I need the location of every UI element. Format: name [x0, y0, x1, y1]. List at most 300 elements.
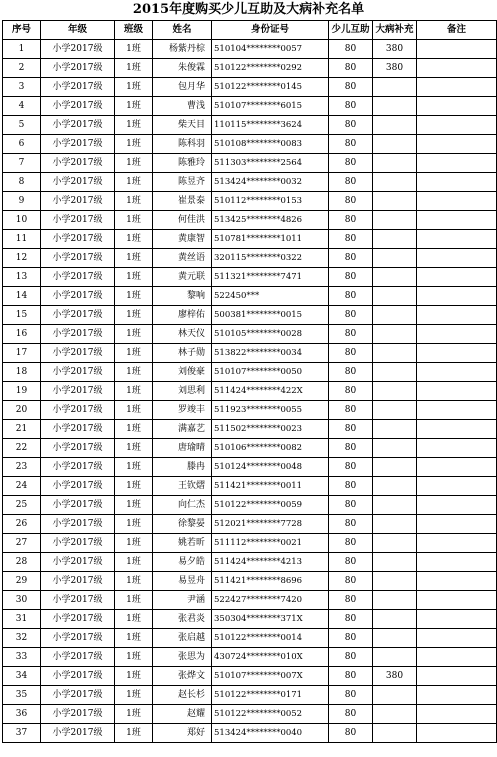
cell-id-number: 522427********7420 [212, 591, 329, 610]
cell-child-mutual: 80 [329, 458, 373, 477]
cell-child-mutual: 80 [329, 382, 373, 401]
roster-table [2, 20, 497, 743]
cell-illness-supplement [373, 515, 417, 534]
cell-no: 22 [3, 439, 41, 458]
cell-no: 34 [3, 667, 41, 686]
cell-child-mutual: 80 [329, 629, 373, 648]
cell-child-mutual: 80 [329, 363, 373, 382]
cell-illness-supplement [373, 211, 417, 230]
cell-child-mutual: 80 [329, 591, 373, 610]
cell-illness-supplement: 380 [373, 667, 417, 686]
cell-id-number: 510108********0083 [212, 135, 329, 154]
cell-no: 19 [3, 382, 41, 401]
table-row [3, 572, 497, 591]
cell-grade: 小学2017级 [41, 78, 115, 97]
cell-grade: 小学2017级 [41, 439, 115, 458]
cell-illness-supplement [373, 382, 417, 401]
cell-no: 26 [3, 515, 41, 534]
cell-note [417, 724, 497, 743]
cell-no: 11 [3, 230, 41, 249]
cell-id-number: 511424********422X [212, 382, 329, 401]
table-row [3, 249, 497, 268]
table-row [3, 648, 497, 667]
cell-name: 刘俊豪 [153, 363, 212, 382]
cell-grade: 小学2017级 [41, 401, 115, 420]
header-child-mutual: 少儿互助 [329, 21, 373, 40]
cell-grade: 小学2017级 [41, 420, 115, 439]
table-row [3, 667, 497, 686]
cell-illness-supplement [373, 591, 417, 610]
cell-class: 1班 [115, 230, 153, 249]
cell-child-mutual: 80 [329, 78, 373, 97]
cell-note [417, 268, 497, 287]
cell-grade: 小学2017级 [41, 382, 115, 401]
cell-note [417, 306, 497, 325]
cell-child-mutual: 80 [329, 667, 373, 686]
cell-child-mutual: 80 [329, 610, 373, 629]
cell-note [417, 667, 497, 686]
table-row [3, 439, 497, 458]
cell-illness-supplement [373, 135, 417, 154]
cell-child-mutual: 80 [329, 648, 373, 667]
cell-id-number: 510122********0171 [212, 686, 329, 705]
cell-note [417, 515, 497, 534]
cell-no: 1 [3, 40, 41, 59]
cell-no: 17 [3, 344, 41, 363]
cell-name: 张烨文 [153, 667, 212, 686]
cell-grade: 小学2017级 [41, 173, 115, 192]
cell-child-mutual: 80 [329, 268, 373, 287]
cell-note [417, 116, 497, 135]
cell-class: 1班 [115, 78, 153, 97]
cell-grade: 小学2017级 [41, 230, 115, 249]
cell-id-number: 510122********0059 [212, 496, 329, 515]
cell-illness-supplement [373, 553, 417, 572]
cell-no: 12 [3, 249, 41, 268]
table-row [3, 78, 497, 97]
cell-illness-supplement [373, 268, 417, 287]
cell-grade: 小学2017级 [41, 477, 115, 496]
cell-child-mutual: 80 [329, 40, 373, 59]
cell-illness-supplement [373, 572, 417, 591]
cell-grade: 小学2017级 [41, 287, 115, 306]
cell-grade: 小学2017级 [41, 40, 115, 59]
cell-id-number: 513822********0034 [212, 344, 329, 363]
cell-grade: 小学2017级 [41, 154, 115, 173]
table-body [3, 40, 497, 743]
cell-grade: 小学2017级 [41, 458, 115, 477]
cell-class: 1班 [115, 40, 153, 59]
cell-class: 1班 [115, 344, 153, 363]
cell-name: 张君炎 [153, 610, 212, 629]
cell-illness-supplement [373, 458, 417, 477]
cell-class: 1班 [115, 97, 153, 116]
cell-id-number: 510104********0057 [212, 40, 329, 59]
cell-no: 30 [3, 591, 41, 610]
table-row [3, 496, 497, 515]
table-row [3, 230, 497, 249]
cell-note [417, 553, 497, 572]
cell-child-mutual: 80 [329, 724, 373, 743]
cell-no: 2 [3, 59, 41, 78]
cell-grade: 小学2017级 [41, 534, 115, 553]
cell-class: 1班 [115, 553, 153, 572]
cell-child-mutual: 80 [329, 705, 373, 724]
cell-name: 张启越 [153, 629, 212, 648]
cell-id-number: 510107********6015 [212, 97, 329, 116]
cell-id-number: 513424********0032 [212, 173, 329, 192]
cell-class: 1班 [115, 572, 153, 591]
cell-name: 陈昱齐 [153, 173, 212, 192]
table-row [3, 610, 497, 629]
cell-grade: 小学2017级 [41, 211, 115, 230]
cell-no: 7 [3, 154, 41, 173]
cell-child-mutual: 80 [329, 439, 373, 458]
cell-class: 1班 [115, 648, 153, 667]
cell-illness-supplement [373, 249, 417, 268]
cell-class: 1班 [115, 249, 153, 268]
cell-name: 姚若昕 [153, 534, 212, 553]
cell-child-mutual: 80 [329, 553, 373, 572]
cell-note [417, 325, 497, 344]
cell-name: 滕冉 [153, 458, 212, 477]
cell-note [417, 230, 497, 249]
cell-note [417, 648, 497, 667]
cell-id-number: 513425********4826 [212, 211, 329, 230]
cell-child-mutual: 80 [329, 477, 373, 496]
cell-grade: 小学2017级 [41, 363, 115, 382]
cell-note [417, 135, 497, 154]
cell-class: 1班 [115, 154, 153, 173]
cell-illness-supplement [373, 287, 417, 306]
cell-class: 1班 [115, 610, 153, 629]
cell-grade: 小学2017级 [41, 610, 115, 629]
cell-grade: 小学2017级 [41, 135, 115, 154]
cell-illness-supplement [373, 496, 417, 515]
cell-no: 27 [3, 534, 41, 553]
cell-name: 廖梓佑 [153, 306, 212, 325]
cell-no: 13 [3, 268, 41, 287]
cell-no: 16 [3, 325, 41, 344]
cell-id-number: 320115********0322 [212, 249, 329, 268]
cell-class: 1班 [115, 116, 153, 135]
cell-name: 朱俊霖 [153, 59, 212, 78]
header-illness-supplement: 大病补充 [373, 21, 417, 40]
cell-name: 易夕皓 [153, 553, 212, 572]
cell-id-number: 510122********0145 [212, 78, 329, 97]
header-grade: 年级 [41, 21, 115, 40]
cell-class: 1班 [115, 724, 153, 743]
table-row [3, 458, 497, 477]
cell-no: 4 [3, 97, 41, 116]
cell-name: 杨紫丹棕 [153, 40, 212, 59]
cell-id-number: 511112********0021 [212, 534, 329, 553]
header-name: 姓名 [153, 21, 212, 40]
cell-id-number: 430724********010X [212, 648, 329, 667]
table-row [3, 515, 497, 534]
cell-no: 9 [3, 192, 41, 211]
cell-illness-supplement: 380 [373, 59, 417, 78]
cell-grade: 小学2017级 [41, 648, 115, 667]
table-row [3, 401, 497, 420]
cell-illness-supplement [373, 401, 417, 420]
cell-name: 曹浅 [153, 97, 212, 116]
cell-illness-supplement [373, 306, 417, 325]
cell-no: 25 [3, 496, 41, 515]
cell-illness-supplement [373, 477, 417, 496]
cell-class: 1班 [115, 135, 153, 154]
cell-grade: 小学2017级 [41, 724, 115, 743]
cell-id-number: 500381********0015 [212, 306, 329, 325]
cell-grade: 小学2017级 [41, 116, 115, 135]
table-row [3, 629, 497, 648]
cell-child-mutual: 80 [329, 116, 373, 135]
cell-illness-supplement [373, 705, 417, 724]
cell-class: 1班 [115, 420, 153, 439]
cell-child-mutual: 80 [329, 173, 373, 192]
cell-note [417, 59, 497, 78]
cell-note [417, 705, 497, 724]
cell-grade: 小学2017级 [41, 686, 115, 705]
table-row [3, 268, 497, 287]
cell-grade: 小学2017级 [41, 572, 115, 591]
cell-class: 1班 [115, 534, 153, 553]
cell-id-number: 522450*** [212, 287, 329, 306]
cell-name: 柴天目 [153, 116, 212, 135]
cell-no: 23 [3, 458, 41, 477]
cell-note [417, 344, 497, 363]
cell-note [417, 610, 497, 629]
cell-illness-supplement: 380 [373, 40, 417, 59]
table-row [3, 477, 497, 496]
cell-child-mutual: 80 [329, 230, 373, 249]
cell-child-mutual: 80 [329, 686, 373, 705]
cell-child-mutual: 80 [329, 420, 373, 439]
table-row [3, 173, 497, 192]
cell-id-number: 511321********7471 [212, 268, 329, 287]
table-row [3, 382, 497, 401]
cell-note [417, 534, 497, 553]
cell-illness-supplement [373, 154, 417, 173]
header-note: 备注 [417, 21, 497, 40]
cell-name: 张思为 [153, 648, 212, 667]
cell-child-mutual: 80 [329, 496, 373, 515]
table-row [3, 344, 497, 363]
cell-grade: 小学2017级 [41, 667, 115, 686]
cell-grade: 小学2017级 [41, 59, 115, 78]
cell-class: 1班 [115, 439, 153, 458]
cell-illness-supplement [373, 325, 417, 344]
cell-class: 1班 [115, 268, 153, 287]
cell-illness-supplement [373, 363, 417, 382]
cell-no: 32 [3, 629, 41, 648]
cell-illness-supplement [373, 97, 417, 116]
cell-note [417, 496, 497, 515]
cell-note [417, 458, 497, 477]
cell-grade: 小学2017级 [41, 515, 115, 534]
cell-illness-supplement [373, 230, 417, 249]
cell-name: 陈雅玲 [153, 154, 212, 173]
cell-no: 36 [3, 705, 41, 724]
cell-no: 21 [3, 420, 41, 439]
cell-child-mutual: 80 [329, 211, 373, 230]
cell-name: 唐瑜晴 [153, 439, 212, 458]
cell-grade: 小学2017级 [41, 306, 115, 325]
cell-class: 1班 [115, 667, 153, 686]
cell-illness-supplement [373, 173, 417, 192]
cell-id-number: 510122********0014 [212, 629, 329, 648]
cell-id-number: 511421********0011 [212, 477, 329, 496]
cell-grade: 小学2017级 [41, 325, 115, 344]
cell-illness-supplement [373, 420, 417, 439]
cell-name: 林天仪 [153, 325, 212, 344]
cell-child-mutual: 80 [329, 401, 373, 420]
cell-name: 赵耀 [153, 705, 212, 724]
cell-note [417, 249, 497, 268]
cell-illness-supplement [373, 648, 417, 667]
cell-child-mutual: 80 [329, 135, 373, 154]
cell-no: 31 [3, 610, 41, 629]
cell-grade: 小学2017级 [41, 268, 115, 287]
cell-child-mutual: 80 [329, 97, 373, 116]
cell-id-number: 510107********007X [212, 667, 329, 686]
cell-illness-supplement [373, 534, 417, 553]
table-row [3, 363, 497, 382]
cell-note [417, 287, 497, 306]
cell-no: 20 [3, 401, 41, 420]
document-title: 2015年度购买少儿互助及大病补充名单 [132, 2, 365, 17]
cell-grade: 小学2017级 [41, 553, 115, 572]
cell-name: 易昱舟 [153, 572, 212, 591]
cell-id-number: 510107********0050 [212, 363, 329, 382]
cell-class: 1班 [115, 515, 153, 534]
cell-id-number: 511421********8696 [212, 572, 329, 591]
cell-id-number: 510124********0048 [212, 458, 329, 477]
cell-note [417, 40, 497, 59]
header-id: 身份证号 [212, 21, 329, 40]
table-row [3, 420, 497, 439]
table-row [3, 534, 497, 553]
cell-no: 24 [3, 477, 41, 496]
cell-name: 刘思利 [153, 382, 212, 401]
cell-name: 尹涵 [153, 591, 212, 610]
cell-child-mutual: 80 [329, 534, 373, 553]
table-row [3, 135, 497, 154]
cell-id-number: 512021********7728 [212, 515, 329, 534]
cell-id-number: 511502********0023 [212, 420, 329, 439]
cell-note [417, 192, 497, 211]
cell-id-number: 510781********1011 [212, 230, 329, 249]
cell-id-number: 510106********0082 [212, 439, 329, 458]
cell-note [417, 420, 497, 439]
cell-note [417, 629, 497, 648]
table-row [3, 724, 497, 743]
cell-no: 3 [3, 78, 41, 97]
cell-illness-supplement [373, 724, 417, 743]
cell-illness-supplement [373, 610, 417, 629]
cell-note [417, 572, 497, 591]
cell-grade: 小学2017级 [41, 249, 115, 268]
cell-illness-supplement [373, 344, 417, 363]
cell-class: 1班 [115, 629, 153, 648]
cell-child-mutual: 80 [329, 287, 373, 306]
cell-grade: 小学2017级 [41, 629, 115, 648]
cell-class: 1班 [115, 477, 153, 496]
cell-illness-supplement [373, 686, 417, 705]
cell-name: 黄康智 [153, 230, 212, 249]
cell-child-mutual: 80 [329, 515, 373, 534]
table-row [3, 325, 497, 344]
cell-class: 1班 [115, 325, 153, 344]
cell-grade: 小学2017级 [41, 705, 115, 724]
header-no: 序号 [3, 21, 41, 40]
cell-child-mutual: 80 [329, 192, 373, 211]
cell-no: 28 [3, 553, 41, 572]
table-row [3, 686, 497, 705]
cell-class: 1班 [115, 287, 153, 306]
cell-name: 黎响 [153, 287, 212, 306]
cell-no: 35 [3, 686, 41, 705]
cell-note [417, 154, 497, 173]
cell-illness-supplement [373, 78, 417, 97]
cell-class: 1班 [115, 59, 153, 78]
cell-grade: 小学2017级 [41, 97, 115, 116]
table-row [3, 211, 497, 230]
cell-no: 15 [3, 306, 41, 325]
cell-name: 陈科羽 [153, 135, 212, 154]
cell-id-number: 510105********0028 [212, 325, 329, 344]
cell-id-number: 510122********0052 [212, 705, 329, 724]
table-row [3, 306, 497, 325]
cell-child-mutual: 80 [329, 154, 373, 173]
cell-class: 1班 [115, 705, 153, 724]
cell-note [417, 78, 497, 97]
cell-class: 1班 [115, 211, 153, 230]
header-row [3, 21, 497, 40]
table-row [3, 591, 497, 610]
cell-child-mutual: 80 [329, 572, 373, 591]
cell-note [417, 439, 497, 458]
cell-note [417, 591, 497, 610]
cell-name: 满嘉艺 [153, 420, 212, 439]
cell-child-mutual: 80 [329, 306, 373, 325]
cell-grade: 小学2017级 [41, 496, 115, 515]
cell-id-number: 110115********3624 [212, 116, 329, 135]
cell-class: 1班 [115, 686, 153, 705]
cell-class: 1班 [115, 173, 153, 192]
cell-note [417, 382, 497, 401]
cell-no: 14 [3, 287, 41, 306]
table-row [3, 116, 497, 135]
cell-note [417, 97, 497, 116]
cell-id-number: 513424********0040 [212, 724, 329, 743]
cell-no: 8 [3, 173, 41, 192]
cell-illness-supplement [373, 116, 417, 135]
cell-id-number: 511424********4213 [212, 553, 329, 572]
cell-name: 林子勋 [153, 344, 212, 363]
cell-name: 王钦熠 [153, 477, 212, 496]
cell-name: 包月华 [153, 78, 212, 97]
cell-no: 6 [3, 135, 41, 154]
cell-id-number: 510112********0153 [212, 192, 329, 211]
cell-name: 黄丝语 [153, 249, 212, 268]
table-row [3, 705, 497, 724]
cell-name: 罗竣丰 [153, 401, 212, 420]
header-class: 班级 [115, 21, 153, 40]
cell-no: 37 [3, 724, 41, 743]
cell-grade: 小学2017级 [41, 344, 115, 363]
cell-name: 郑好 [153, 724, 212, 743]
